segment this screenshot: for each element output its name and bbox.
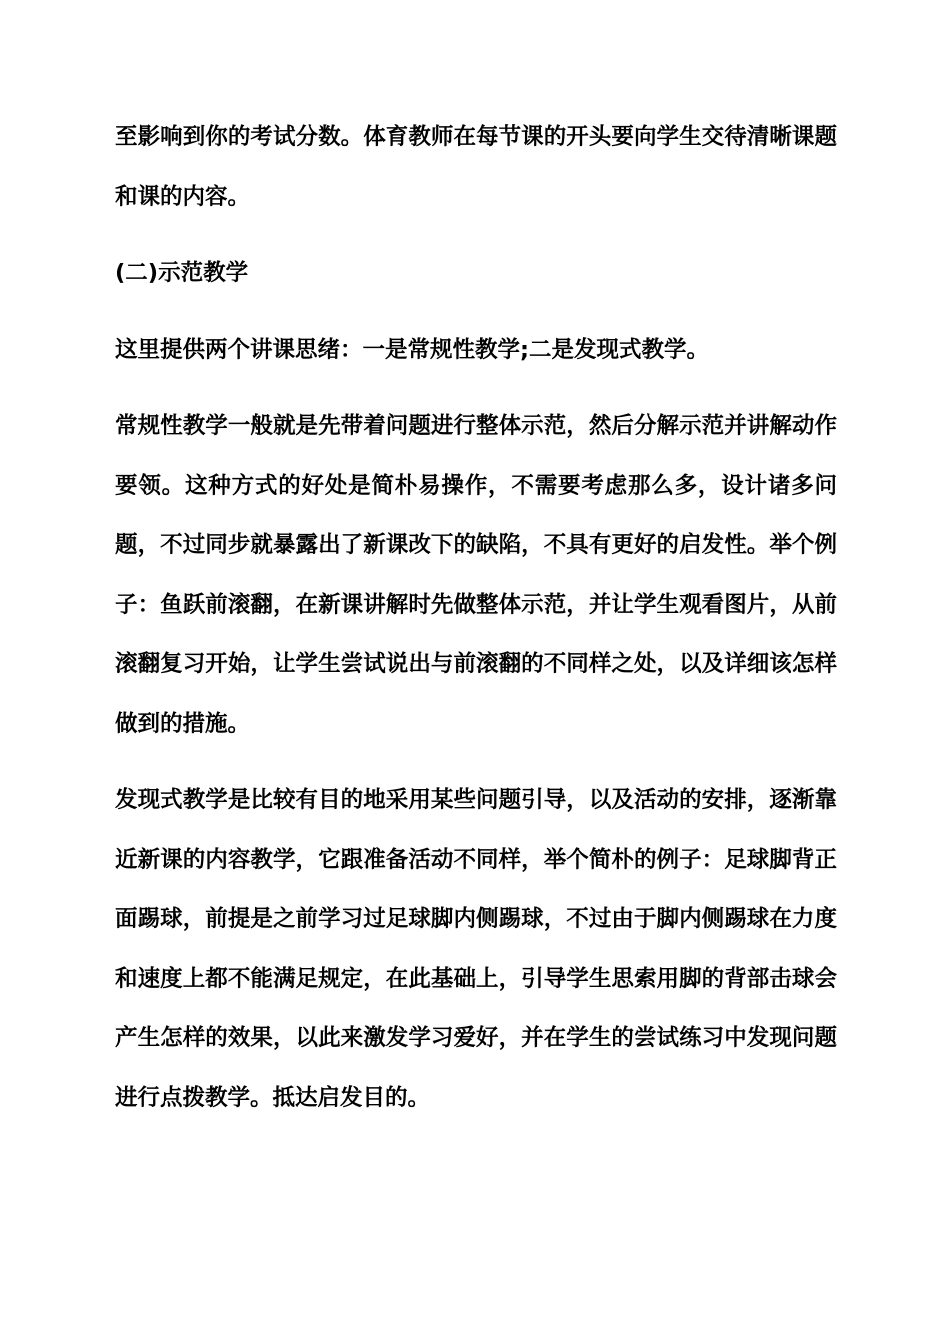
paragraph-two-approaches: 这里提供两个讲课思绪：一是常规性教学;二是发现式教学。 [115,336,709,363]
paragraph-intro-continuation: 至影响到你的考试分数。体育教师在每节课的开头要向学生交待清晰课题和课的内容。 [115,124,837,210]
paragraph-discovery-teaching: 发现式教学是比较有目的地采用某些问题引导，以及活动的安排，逐渐靠近新课的内容教学，它跟准备活动不同样，举个简朴的例子：足球脚背正面踢球，前提是之前学习过足球脚内侧踢球，不过由于脚内侧踢球在力度和速度上都不能满足规定，在此基础上，引导学生思索用脚的背部击球会产生怎样的效果，以此来激发学习爱好，并在学生的尝试练习中发现问题进行点拨教学。抵达启发目的。 [115,787,837,1111]
paragraph-conventional-teaching: 常规性教学一般就是先带着问题进行整体示范，然后分解示范并讲解动作要领。这种方式的好处是简朴易操作，不需要考虑那么多，设计诸多问题，不过同步就暴露出了新课改下的缺陷，不具有更好的启发性。举个例子：鱼跃前滚翻，在新课讲解时先做整体示范，并让学生观看图片，从前滚翻复习开始，让学生尝试说出与前滚翻的不同样之处，以及详细该怎样做到的措施。 [115,413,837,737]
section-heading-demonstration-teaching: (二)示范教学 [115,260,249,286]
document-page [115,108,837,1145]
